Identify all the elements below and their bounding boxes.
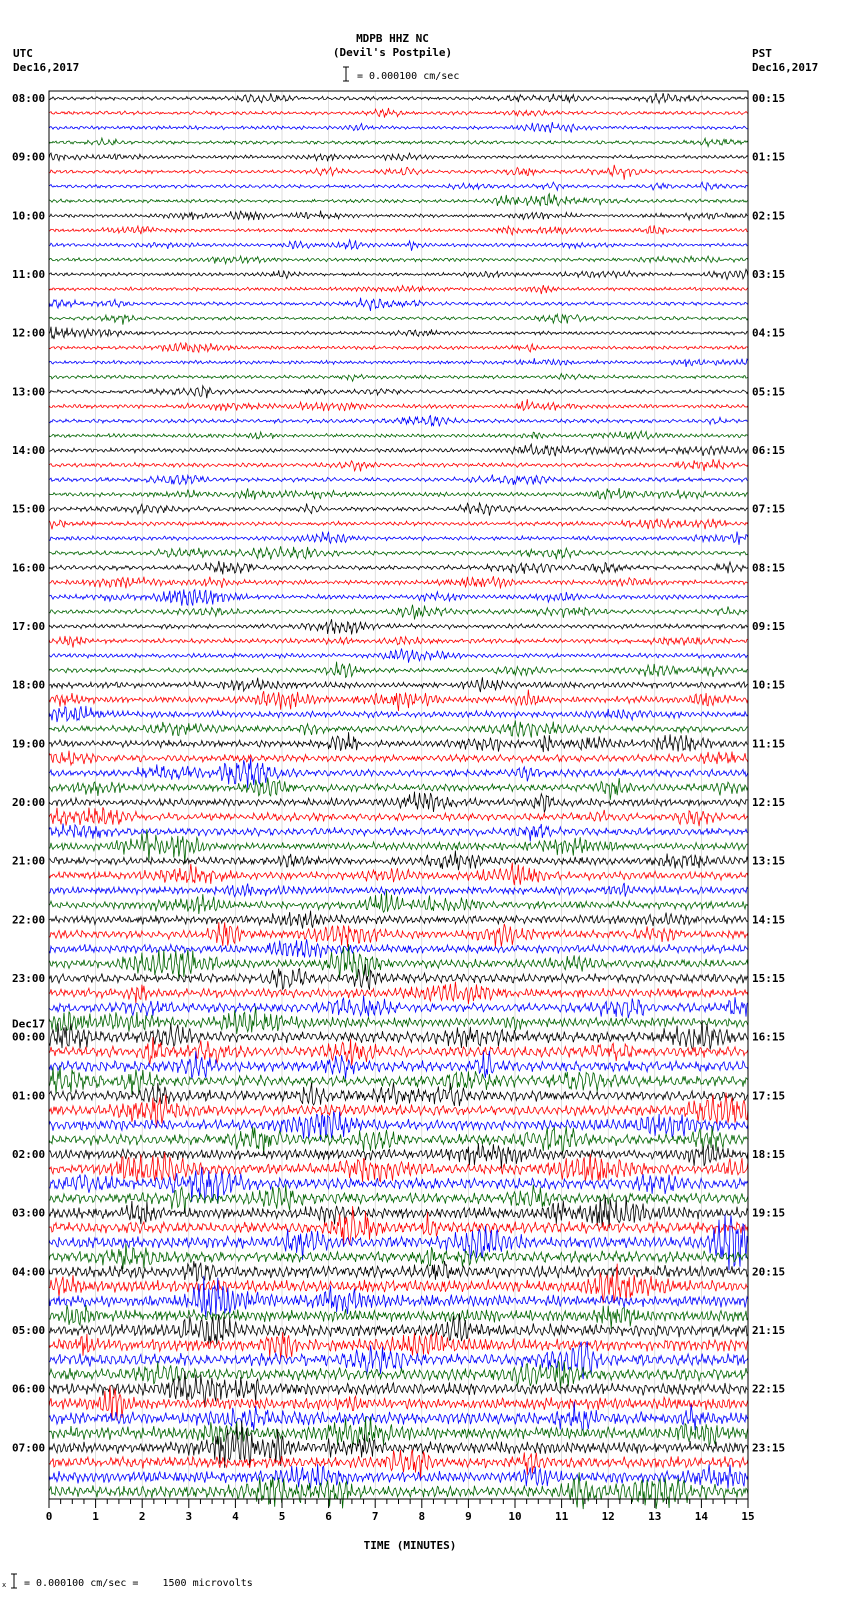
pst-hour-label: 00:15: [752, 92, 786, 105]
seismic-trace: [49, 1206, 748, 1246]
seismic-trace: [49, 721, 748, 738]
utc-hour-label: 17:00: [12, 620, 46, 633]
date-change-label: Dec17: [12, 1017, 46, 1031]
seismic-trace: [49, 1305, 748, 1329]
utc-hour-label: 07:00: [12, 1441, 46, 1455]
x-tick-label: 6: [325, 1510, 332, 1523]
seismic-trace: [49, 93, 748, 103]
x-tick-label: 14: [694, 1510, 709, 1523]
seismic-trace: [49, 982, 748, 1004]
scale-label: = 0.000100 cm/sec: [357, 71, 460, 82]
seismic-trace: [49, 1264, 748, 1304]
seismic-trace: [49, 1066, 748, 1095]
right-timezone: PST: [752, 47, 772, 60]
seismic-trace: [49, 732, 748, 752]
seismic-trace: [49, 153, 748, 161]
right-date: Dec16,2017: [752, 61, 819, 74]
utc-hour-label: 14:00: [12, 444, 46, 457]
seismic-trace: [49, 995, 748, 1018]
pst-hour-label: 15:15: [752, 972, 786, 985]
seismic-trace: [49, 211, 748, 221]
pst-hour-label: 11:15: [752, 737, 786, 751]
seismic-trace: [49, 1261, 748, 1282]
seismic-trace: [49, 546, 748, 559]
seismic-trace: [49, 327, 748, 339]
x-tick-label: 3: [185, 1510, 193, 1523]
seismic-trace: [49, 225, 748, 235]
x-tick-label: 7: [371, 1510, 379, 1523]
seismic-trace: [49, 619, 748, 634]
x-tick-label: 8: [418, 1510, 426, 1523]
utc-hour-label: 09:00: [12, 150, 46, 164]
utc-hour-label: 19:00: [12, 737, 46, 751]
pst-hour-label: 18:15: [752, 1148, 786, 1161]
x-tick-label: 4: [232, 1510, 239, 1523]
utc-hour-label: 08:00: [12, 92, 46, 105]
seismic-trace: [49, 824, 748, 842]
seismic-trace: [49, 758, 748, 789]
utc-hour-label: 18:00: [12, 678, 46, 692]
seismic-trace: [49, 182, 748, 190]
utc-hour-label: 10:00: [12, 209, 46, 223]
pst-hour-label: 01:15: [752, 150, 786, 164]
utc-hour-label: 01:00: [12, 1089, 46, 1103]
x-tick-label: 0: [45, 1510, 53, 1523]
seismic-trace: [49, 690, 748, 711]
pst-hour-label: 23:15: [752, 1441, 786, 1455]
seismic-trace: [49, 883, 748, 897]
utc-hour-label: 00:00: [12, 1030, 46, 1044]
seismic-trace: [49, 108, 748, 118]
seismic-trace: [49, 1464, 748, 1488]
pst-hour-label: 03:15: [752, 268, 786, 281]
pst-hour-label: 16:15: [752, 1030, 786, 1044]
utc-hour-label: 03:00: [12, 1206, 46, 1220]
pst-hour-label: 05:15: [752, 385, 786, 399]
seismic-trace: [49, 532, 748, 545]
pst-hour-label: 17:15: [752, 1089, 786, 1103]
seismic-trace: [49, 851, 748, 871]
seismic-trace: [49, 576, 748, 588]
utc-hour-label: 05:00: [12, 1324, 46, 1337]
seismic-trace: [49, 1332, 748, 1360]
seismic-trace: [49, 792, 748, 813]
footer-scale-note: = 0.000100 cm/sec = 1500 microvolts: [24, 1578, 253, 1589]
seismic-trace: [49, 519, 748, 530]
pst-hour-label: 06:15: [752, 444, 786, 457]
x-tick-label: 11: [554, 1510, 569, 1523]
utc-hour-label: 16:00: [12, 561, 46, 575]
pst-hour-label: 12:15: [752, 796, 786, 809]
x-tick-label: 2: [138, 1510, 146, 1523]
utc-hour-label: 21:00: [12, 854, 46, 868]
x-tick-label: 5: [278, 1510, 286, 1523]
pst-hour-label: 21:15: [752, 1324, 786, 1337]
seismic-trace: [49, 343, 748, 352]
seismic-trace: [49, 194, 748, 206]
pst-hour-label: 20:15: [752, 1265, 786, 1279]
seismic-trace: [49, 459, 748, 471]
x-tick-label: 1: [92, 1510, 99, 1523]
left-timezone: UTC: [13, 47, 33, 60]
pst-hour-label: 13:15: [752, 854, 786, 868]
seismic-trace: [49, 256, 748, 264]
seismic-trace: [49, 416, 748, 427]
pst-hour-label: 22:15: [752, 1382, 786, 1396]
seismic-trace: [49, 561, 748, 574]
utc-hour-label: 15:00: [12, 502, 46, 516]
seismic-trace: [49, 778, 748, 800]
seismic-trace: [49, 1051, 748, 1079]
seismic-trace: [49, 1276, 748, 1317]
svg-text:x: x: [2, 1581, 7, 1589]
pst-hour-label: 19:15: [752, 1206, 786, 1220]
seismic-trace: [49, 863, 748, 886]
x-tick-label: 15: [741, 1510, 755, 1523]
seismic-trace: [49, 1195, 748, 1228]
seismic-trace: [49, 807, 748, 826]
utc-hour-label: 02:00: [12, 1148, 46, 1161]
x-tick-label: 12: [601, 1510, 615, 1523]
utc-hour-label: 23:00: [12, 972, 46, 985]
seismic-trace: [49, 649, 748, 663]
seismic-trace: [49, 488, 748, 500]
seismic-trace: [49, 358, 748, 367]
seismic-trace: [49, 939, 748, 958]
left-date: Dec16,2017: [13, 61, 80, 74]
utc-hour-label: 22:00: [12, 913, 46, 927]
seismic-trace: [49, 677, 748, 692]
station-location: (Devil's Postpile): [332, 46, 453, 59]
pst-hour-label: 10:15: [752, 678, 786, 692]
seismic-trace: [49, 890, 748, 914]
utc-hour-label: 12:00: [12, 326, 46, 340]
seismic-trace: [49, 589, 748, 605]
seismic-trace: [49, 475, 748, 485]
pst-hour-label: 04:15: [752, 326, 786, 340]
seismic-trace: [49, 122, 748, 133]
pst-hour-label: 02:15: [752, 209, 786, 223]
utc-hour-label: 06:00: [12, 1382, 46, 1396]
utc-hour-label: 11:00: [12, 268, 46, 281]
seismic-trace: [49, 503, 748, 516]
seismic-trace: [49, 1143, 748, 1168]
seismic-trace: [49, 399, 748, 411]
x-tick-label: 9: [465, 1510, 472, 1523]
seismic-trace: [49, 964, 748, 990]
seismic-trace: [49, 285, 748, 294]
seismic-trace: [49, 751, 748, 765]
x-tick-label: 10: [508, 1510, 522, 1523]
pst-hour-label: 14:15: [752, 913, 786, 927]
seismic-trace: [49, 269, 748, 279]
scale-bar-icon: [2, 67, 349, 1589]
seismic-trace: [49, 636, 748, 648]
pst-hour-label: 08:15: [752, 561, 786, 575]
seismic-trace: [49, 922, 748, 948]
seismic-trace: [49, 138, 748, 146]
utc-hour-label: 13:00: [12, 385, 46, 399]
seismic-trace: [49, 298, 748, 311]
utc-hour-label: 04:00: [12, 1265, 46, 1279]
seismic-trace: [49, 1126, 748, 1155]
seismic-trace: [49, 662, 748, 678]
seismic-trace: [49, 314, 748, 325]
seismic-trace: [49, 386, 748, 398]
seismic-trace: [49, 444, 748, 456]
seismic-trace: [49, 374, 748, 382]
station-title: MDPB HHZ NC: [356, 32, 429, 45]
seismic-trace: [49, 431, 748, 439]
pst-hour-label: 07:15: [752, 502, 786, 516]
seismic-trace: [49, 1215, 748, 1271]
seismic-trace: [49, 605, 748, 620]
x-axis-label: TIME (MINUTES): [363, 1539, 457, 1552]
x-tick-label: 13: [648, 1510, 662, 1523]
seismic-trace: [49, 1313, 748, 1344]
pst-hour-label: 09:15: [752, 620, 786, 633]
seismic-trace: [49, 240, 748, 251]
seismic-trace: [49, 1402, 748, 1431]
seismic-trace: [49, 165, 748, 180]
seismic-trace: [49, 1244, 748, 1270]
utc-hour-label: 20:00: [12, 796, 46, 809]
seismic-trace: [49, 911, 748, 929]
